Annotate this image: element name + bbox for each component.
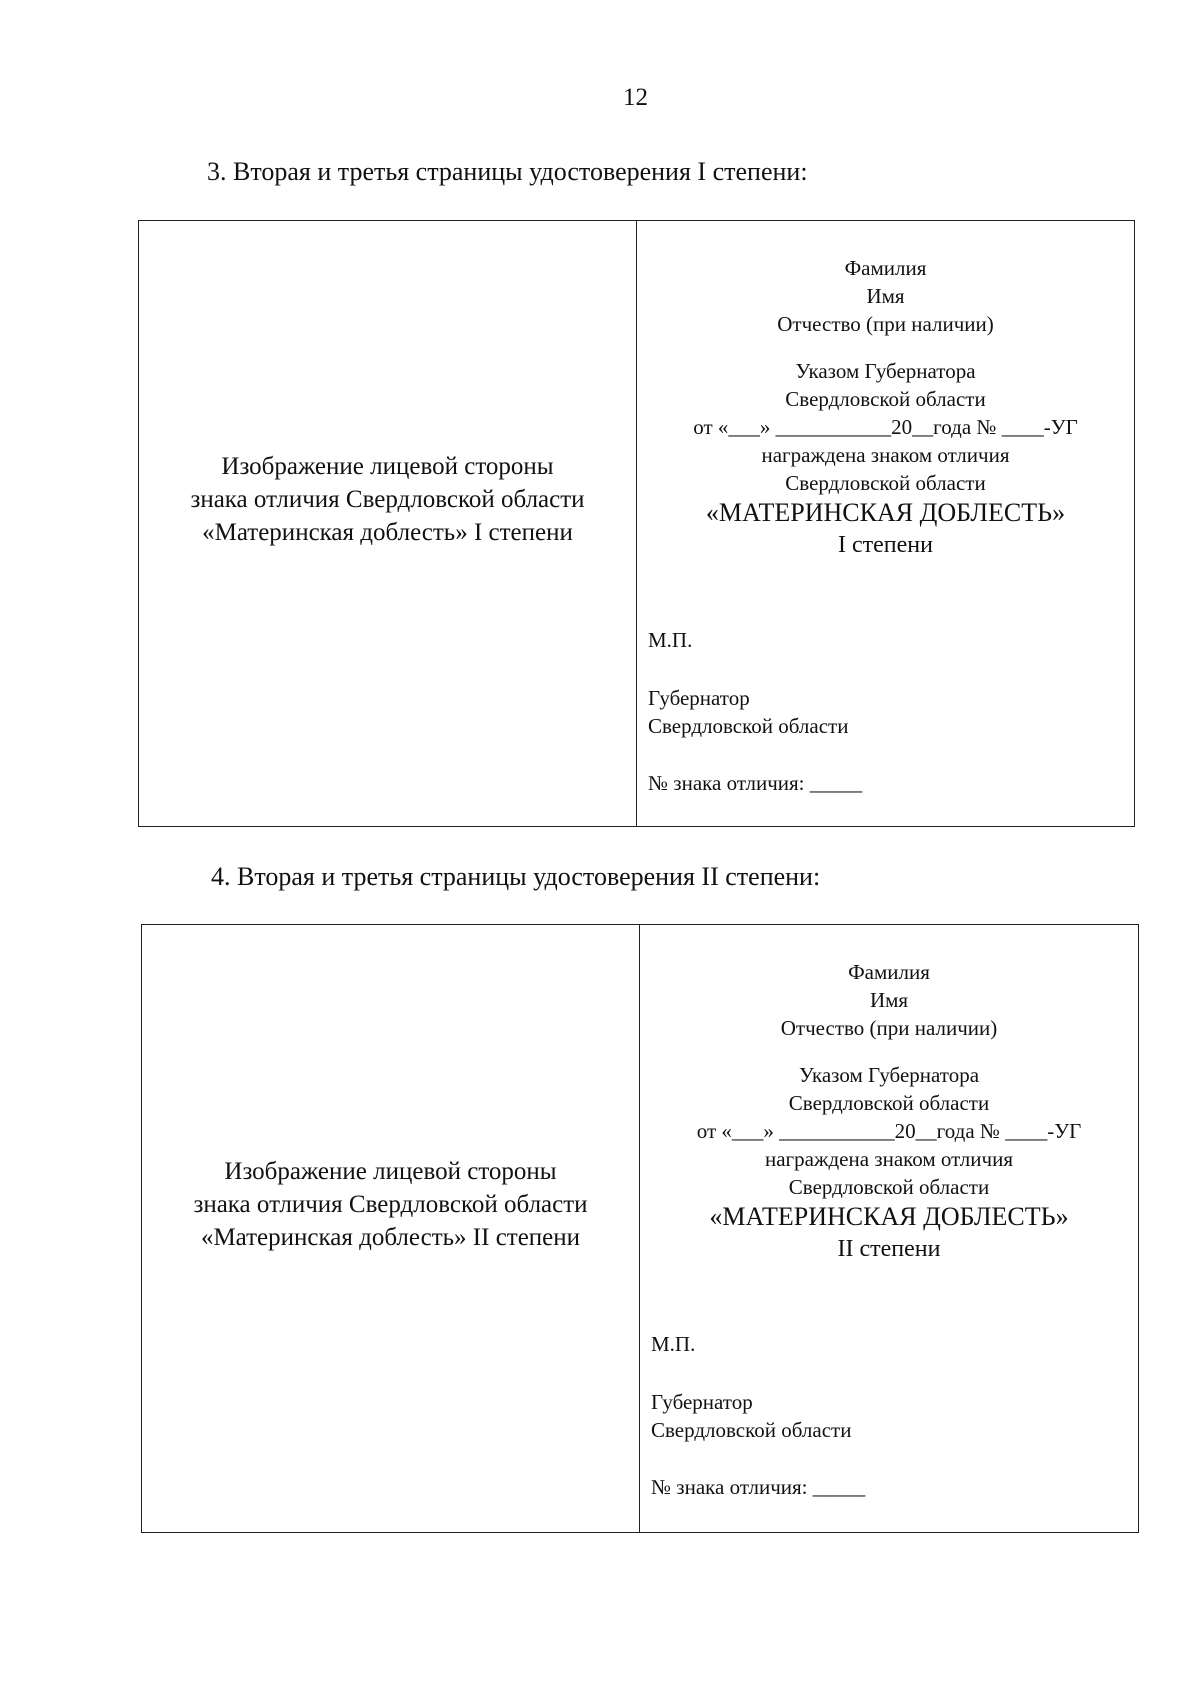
- seal-label: М.П.: [651, 1332, 696, 1356]
- surname-label: Фамилия: [844, 256, 927, 280]
- badge-image-placeholder: [142, 925, 640, 1532]
- governor-title: Губернатор: [648, 686, 750, 710]
- name-label: Имя: [869, 988, 909, 1012]
- awarded-line: награждена знаком отличия: [764, 1147, 1013, 1171]
- decree-line: Указом Губернатора: [798, 1063, 980, 1087]
- region-line: Свердловской области: [785, 471, 986, 495]
- placeholder-line: знака отличия Свердловской области: [190, 486, 585, 513]
- date-line: от «___» ___________20__года № ____-УГ: [696, 1119, 1082, 1143]
- decree-line: Указом Губернатора: [795, 359, 976, 383]
- award-degree: I степени: [838, 532, 933, 558]
- certificate-table: [138, 220, 1135, 827]
- decree-line: Свердловской области: [785, 387, 986, 411]
- patronymic-label: Отчество (при наличии): [777, 312, 994, 336]
- badge-number: № знака отличия: _____: [648, 771, 863, 795]
- award-title: «МАТЕРИНСКАЯ ДОБЛЕСТЬ»: [705, 498, 1066, 527]
- awarded-line: награждена знаком отличия: [761, 443, 1010, 467]
- certificate-text-cell: [640, 925, 1138, 1532]
- placeholder-line: знака отличия Свердловской области: [193, 1191, 588, 1218]
- date-line: от «___» ___________20__года № ____-УГ: [693, 415, 1078, 439]
- placeholder-line: Изображение лицевой стороны: [224, 1158, 557, 1185]
- certificate-text-cell: [637, 221, 1134, 826]
- placeholder-line: «Материнская доблесть» I степени: [202, 519, 573, 546]
- governor-region: Свердловской области: [648, 714, 849, 738]
- placeholder-line: Изображение лицевой стороны: [221, 453, 554, 480]
- region-line: Свердловской области: [788, 1175, 990, 1199]
- governor-region: Свердловской области: [651, 1418, 852, 1442]
- patronymic-label: Отчество (при наличии): [780, 1016, 998, 1040]
- section-heading: 3. Вторая и третья страницы удостоверения I степени:: [207, 157, 808, 186]
- badge-number: № знака отличия: _____: [651, 1475, 866, 1499]
- placeholder-line: «Материнская доблесть» II степени: [200, 1224, 581, 1251]
- page-number: 12: [623, 84, 648, 111]
- decree-line: Свердловской области: [788, 1091, 990, 1115]
- name-label: Имя: [866, 284, 905, 308]
- governor-title: Губернатор: [651, 1390, 753, 1414]
- seal-label: М.П.: [648, 628, 693, 652]
- award-title: «МАТЕРИНСКАЯ ДОБЛЕСТЬ»: [709, 1202, 1069, 1231]
- surname-label: Фамилия: [848, 960, 930, 984]
- certificate-table: [141, 924, 1139, 1533]
- badge-image-placeholder: [139, 221, 637, 826]
- section-heading: 4. Вторая и третья страницы удостоверения II степени:: [211, 862, 821, 891]
- award-degree: II степени: [837, 1236, 941, 1262]
